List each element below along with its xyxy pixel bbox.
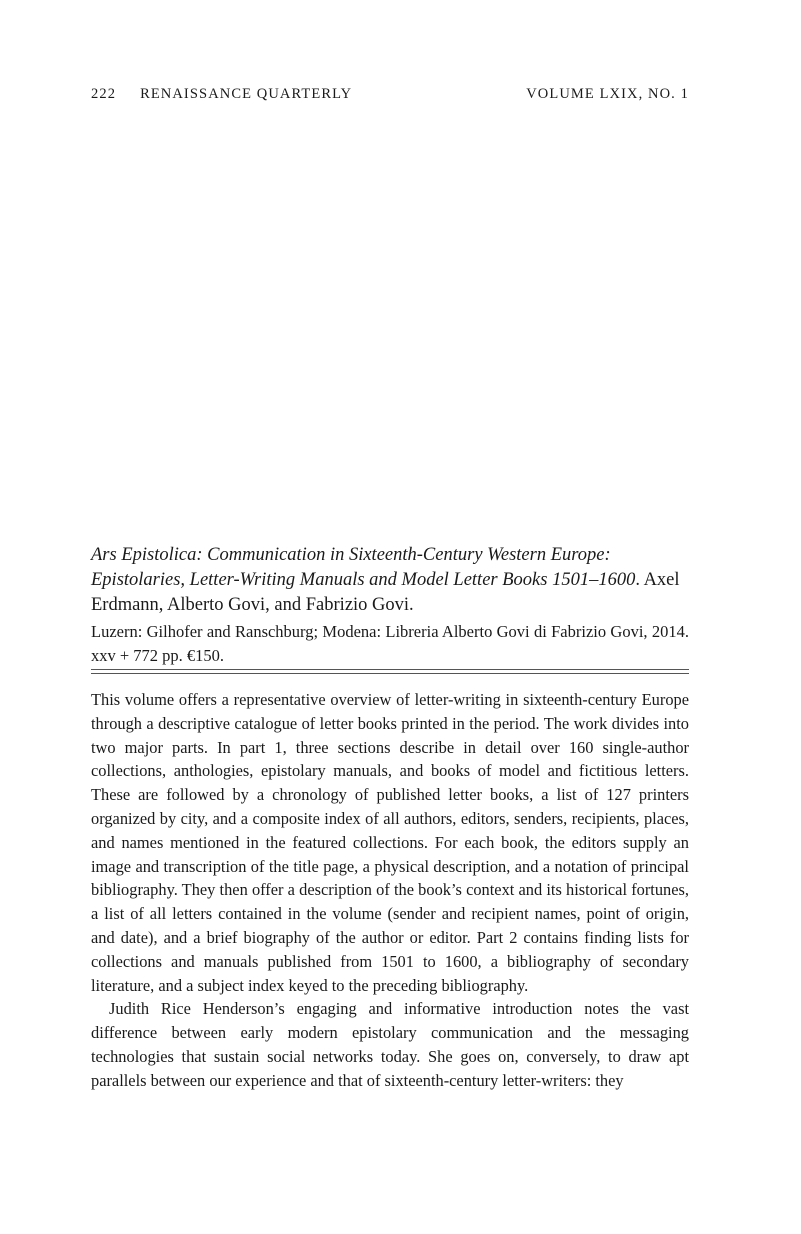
book-authors: Axel Erdmann, Alberto Govi, and Fabrizio Govi. (91, 570, 680, 615)
review-citation (91, 543, 689, 668)
journal-title: RENAISSANCE QUARTERLY (140, 86, 353, 102)
page-number: 222 (91, 86, 117, 102)
book-title: Ars Epistolica: Communication in Sixteenth-Century Western Europe: Epistolaries, Letter-Writing Manuals and Model Letter Books 1501–1600 (91, 545, 636, 590)
publication-details: Luzern: Gilhofer and Ranschburg; Modena: Libreria Alberto Govi di Fabrizio Govi, 2014. xxv + 772 pp. €150. (91, 622, 689, 665)
running-head-left (91, 86, 352, 103)
review-body (91, 688, 689, 1093)
double-rule-divider (91, 669, 689, 674)
body-paragraph-2: Judith Rice Henderson’s engaging and informative introduction notes the vast difference between early modern epistolary communication and the messaging technologies that sustain social networks today. She goes on, conversely, to draw apt parallels between our experience and that of sixteenth-century letter-writers: they (91, 999, 689, 1090)
running-head (91, 86, 689, 103)
volume-label: VOLUME LXIX, NO. 1 (526, 86, 689, 102)
citation-heading: Ars Epistolica: Communication in Sixteenth-Century Western Europe: Epistolaries, Letter-Writing Manuals and Model Letter Books 1501–1600. Axel Erdmann, Alberto Govi, and Fabrizio Govi. (91, 545, 680, 615)
body-paragraph-1: This volume offers a representative overview of letter-writing in sixteenth-century Europe through a descriptive catalogue of letter books printed in the period. The work divides into two major parts. In part 1, three sections describe in detail over 160 single-author collections, anthologies, epistolary manuals, and books of model and fictitious letters. These are followed by a chronology of published letter books, a list of 127 printers organized by city, and a composite index of all authors, editors, senders, recipients, places, and names mentioned in the featured collections. For each book, the editors supply an image and transcription of the title page, a physical description, and a notation of principal bibliography. They then offer a description of the book’s context and its historical fortunes, a list of all letters contained in the volume (sender and recipient names, point of origin, and date), and a brief biography of the author or editor. Part 2 contains finding lists for collections and manuals published from 1501 to 1600, a bibliography of secondary literature, and a subject index keyed to the preceding bibliography. (91, 690, 689, 995)
